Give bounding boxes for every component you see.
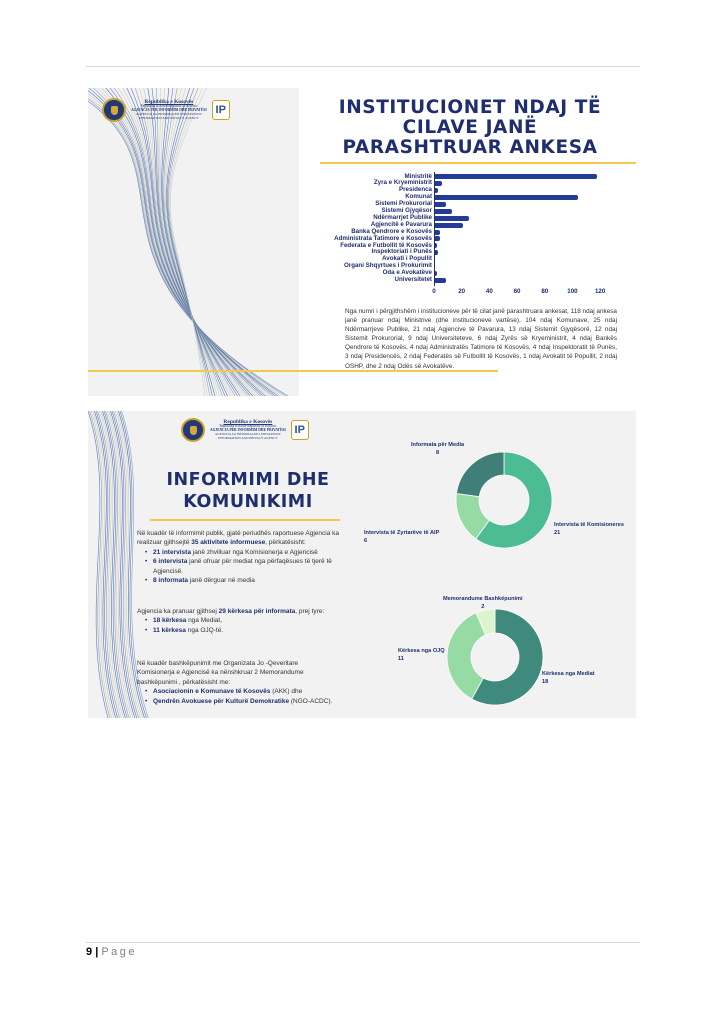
donut-value: 2	[481, 604, 485, 611]
bar-label: Komunat	[405, 193, 432, 201]
donut-category: Kërkesa nga Mediat	[542, 671, 595, 677]
wave-line	[123, 88, 256, 396]
wave-line	[88, 88, 280, 396]
bar-label: Inspektoriati i Punës	[371, 248, 432, 256]
requests-block: Agjencia ka pranuar gjithsej 29 kërkesa për informata, prej tyre: • 18 kërkesa nga Mediat, • 11 kërkesa nga OJQ-të.	[137, 607, 337, 635]
agency-logo	[102, 98, 230, 122]
bar-label: Administrata Tatimore e Kosovës	[334, 234, 432, 242]
wave-line	[89, 88, 275, 396]
page-separator: |	[95, 946, 99, 958]
top-rule	[86, 66, 640, 67]
wave-line	[88, 88, 288, 396]
page-footer	[86, 946, 137, 958]
logo-text: Republika e Kosovës Republika Kosova-Republic of Kosovo AGJENCIA PËR INFORMIM DHE PRIVATËSI AGENCIJA ZA INFORMACIJE I PRIVATNOST INFORMATION AND PRIVACY AGENCY	[210, 419, 286, 440]
donut-slice	[456, 452, 504, 497]
title-underline	[320, 162, 636, 164]
donut-value: 6	[364, 538, 368, 545]
bar	[434, 181, 442, 186]
donut-data-label	[542, 670, 595, 687]
list-item: • 6 intervista janë ofruar për mediat nga përfaqësues të tjerë të Agjencisë.	[145, 557, 342, 576]
donut-data-label	[364, 529, 439, 546]
x-tick-label: 80	[541, 288, 549, 296]
donut-value: 21	[554, 530, 561, 537]
bar-label: Oda e Avokatëve	[382, 269, 432, 277]
list-item: • 11 kërkesa nga OJQ-të.	[145, 626, 337, 635]
x-tick-label: 100	[567, 288, 578, 296]
bar-label: Sistemi Prokurorial	[375, 200, 432, 208]
list-item: • 21 intervista janë zhvilluar nga Komisionerja e Agjencisë	[145, 548, 342, 557]
bar-label: Federata e Futbollit të Kosovës	[340, 241, 432, 249]
donut-data-label	[398, 647, 445, 664]
x-tick-label: 40	[485, 288, 493, 296]
slide-complaints-institutions	[88, 88, 636, 396]
bar-label: Ministritë	[404, 172, 432, 180]
bar-label: Organi Shqyrtues i Prokurimit	[343, 262, 432, 270]
donut-category: Memorandume Bashkëpunimi	[443, 596, 523, 602]
slide-title: INSTITUCIONET NDAJ TË CILAVE JANË PARASHTRUAR ANKESA	[338, 97, 602, 158]
bar-label: Avokati i Popullit	[382, 255, 432, 263]
donut-category: Informata për Media	[411, 442, 465, 448]
memorandum-block: Në kuadër bashkëpunimit me Organizata Jo -Qeveritare Komisionerja e Agjencisë ka nënshkruar 2 Memorandume bashkëpunimi , përkatësisht me: • Asociacionin e Komunave të Kosovës (AKK) dhe • Qendrën Avokuese për Kulturë Demokratike (NGO-ACDC).	[137, 659, 337, 706]
logo-text: Republika e Kosovës Republika Kosova-Republic of Kosovo AGJENCIA PËR INFORMIM DHE PRIVATËSI AGENCIJA ZA INFORMACIJE I PRIVATNOST INFORMATION AND PRIVACY AGENCY	[131, 99, 207, 120]
bar-label: Sistemi Gjyqësor	[381, 207, 432, 214]
wave-line	[152, 88, 238, 396]
slide-title: INFORMIMI DHE KOMUNIKIMI	[166, 470, 330, 513]
bar	[434, 216, 469, 221]
y-axis	[434, 172, 435, 286]
bar	[434, 202, 446, 207]
bar-label: Universitetet	[394, 276, 432, 283]
donut-category: Intervista të Komisioneres	[554, 522, 624, 528]
slide-information-communication	[88, 411, 636, 718]
bar	[434, 223, 463, 228]
activities-block: Në kuadër të informimit publik, gjatë periudhës raportuese Agjencia ka realizuar gjithsejtë 35 aktivitete informuese, përkatësisht: • 21 intervista janë zhvilluar nga Komisionerja e Agjencisë • 6 intervista janë ofruar për mediat nga përfaqësues të tjerë të Agjencisë. • 8 informata janë dërguar në media	[137, 529, 342, 586]
footer-rule	[86, 942, 640, 943]
x-tick-label: 60	[513, 288, 521, 296]
ip-logo-icon: IP	[212, 100, 230, 120]
wave-line	[114, 88, 260, 396]
page-word: Page	[101, 946, 138, 958]
bottom-accent-line	[88, 370, 498, 372]
bar-label: Banka Qendrore e Kosovës	[351, 227, 432, 235]
kosovo-seal-icon	[102, 98, 126, 122]
institutions-bar-chart	[320, 172, 620, 302]
page-number: 9	[86, 946, 93, 958]
donut-data-label	[554, 521, 624, 538]
list-item: • 8 informata janë dërguar në media	[145, 576, 342, 585]
bar-label: Ndërmarrjet Publike	[373, 213, 432, 221]
ip-logo-icon: IP	[291, 420, 309, 440]
x-tick-label: 20	[458, 288, 466, 296]
list-item: • Qendrën Avokuese për Kulturë Demokratike (NGO-ACDC).	[145, 697, 337, 706]
bar-label: Agjencitë e Pavarura	[370, 220, 432, 228]
x-tick-label: 0	[432, 288, 436, 296]
wave-line	[118, 88, 257, 396]
donut-data-label	[443, 595, 523, 612]
bar	[434, 278, 446, 283]
bar-label: Zyra e Kryeministrit	[373, 179, 432, 187]
x-tick-label: 120	[594, 288, 606, 296]
donut-value: 18	[542, 679, 549, 686]
donut-value: 11	[398, 656, 404, 663]
bar	[434, 174, 597, 179]
wave-line	[88, 88, 285, 396]
donut-category: Intervista të Zyrtarëve të AIP	[364, 530, 440, 536]
donut-data-label	[411, 441, 464, 458]
donut-value: 8	[436, 450, 440, 457]
wave-lines-decoration	[88, 88, 299, 396]
list-item: • 18 kërkesa nga Mediat,	[145, 616, 337, 625]
list-item: • Asociacionin e Komunave të Kosovës (AKK) dhe	[145, 687, 337, 696]
complaints-summary-paragraph: Nga numri i përgjithshëm i institucioneve për të cilat janë parashtruara ankesat, 118 ndaj ankesa janë pranuar ndaj Ministrive (dhe institucioneve vartëse), 104 ndaj Komunave, 25 ndaj Ndërmarrjeve Publike, 21 ndaj Agjencive të Pavarura, 13 ndaj Sistemit Gjyqësorë, 12 ndaj Sistemit Prokurorial, 9 ndaj Universiteteve, 6 ndaj Zyrës së Kryeministrit, 4 ndaj Bankës Qendrore të Kosovës, 4 ndaj Administratës Tatimore të Kosovës, 4 ndaj Inspektoratit të Punës, 3 ndaj Presidencës, 2 ndaj Federatës së Futbollit të Kosovës, 1 ndaj Avokatit të Popullit, 2 ndaj OSHP, dhe 2 ndaj Odës së Avokatëve.	[345, 308, 617, 370]
bar	[434, 195, 578, 200]
donut-category: Kërkesa nga OJQ	[398, 648, 445, 654]
slide-decor-panel	[88, 88, 299, 396]
bar	[434, 209, 452, 214]
bar-label: Presidenca	[398, 186, 432, 194]
